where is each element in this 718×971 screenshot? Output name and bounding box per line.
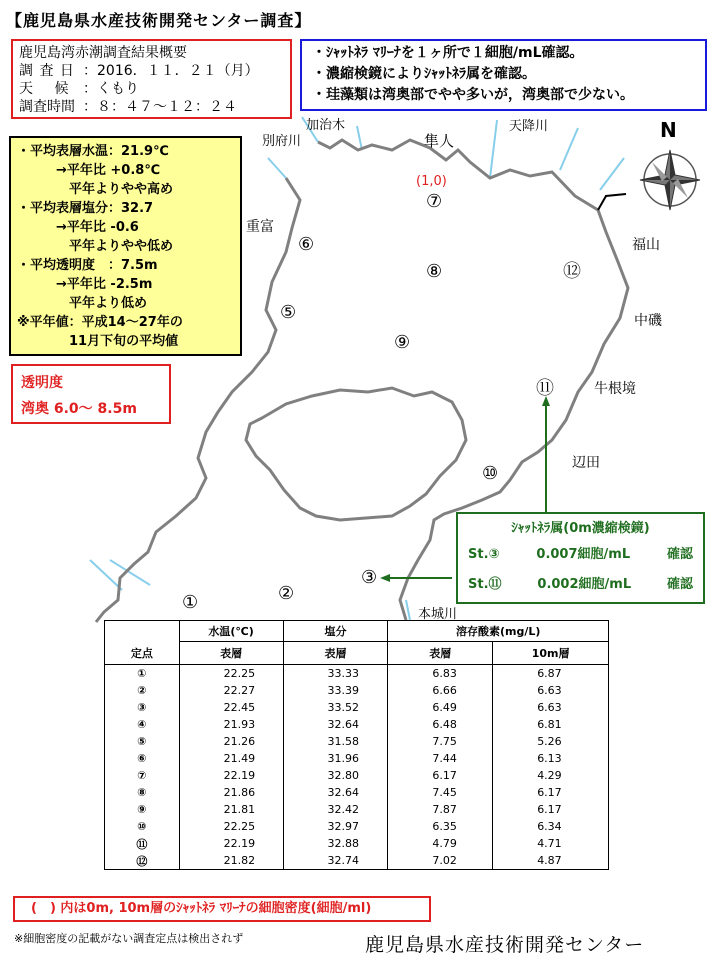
summary-row bbox=[19, 98, 284, 116]
transparency-label: 透明度 bbox=[21, 375, 63, 391]
value-cell: 7.45 bbox=[388, 784, 493, 801]
value-cell: 6.34 bbox=[493, 818, 609, 835]
value-cell: 33.39 bbox=[283, 682, 388, 699]
compass-icon bbox=[640, 150, 700, 210]
value-cell: 22.19 bbox=[179, 835, 283, 852]
stat-line: →平年比 -2.5m bbox=[17, 277, 153, 292]
summary-heading: 鹿児島湾赤潮調査結果概要 bbox=[19, 45, 187, 61]
chattonella-status: 確認 bbox=[666, 577, 693, 592]
value-cell: 21.81 bbox=[179, 801, 283, 818]
value-cell: 6.87 bbox=[493, 665, 609, 683]
value-cell: 32.64 bbox=[283, 716, 388, 733]
summary-value: ：８：４７～１２：２４ bbox=[83, 99, 237, 115]
table-row bbox=[105, 818, 609, 835]
summary-value: ：2016．１１．２１（月） bbox=[83, 63, 259, 79]
header-surface: 表層 bbox=[179, 642, 283, 665]
header-station: 定点 bbox=[105, 642, 180, 665]
value-cell: 21.49 bbox=[179, 750, 283, 767]
survey-summary bbox=[11, 39, 292, 119]
header-oxygen: 溶存酸素(mg/L) bbox=[388, 621, 609, 642]
value-cell: 32.74 bbox=[283, 852, 388, 870]
value-cell: 7.44 bbox=[388, 750, 493, 767]
table-row bbox=[105, 784, 609, 801]
stat-line: 平年より低め bbox=[17, 296, 148, 311]
average-stats bbox=[9, 136, 242, 356]
station-cell: ② bbox=[105, 682, 180, 699]
page-title: 【鹿児島県水産技術開発センター調査】 bbox=[6, 11, 312, 30]
table-row bbox=[105, 801, 609, 818]
station-1: ① bbox=[182, 592, 199, 613]
chattonella-status: 確認 bbox=[666, 547, 693, 562]
place-nakaiso: 中磯 bbox=[634, 313, 662, 329]
value-cell: 6.81 bbox=[493, 716, 609, 733]
value-cell: 4.87 bbox=[493, 852, 609, 870]
station-3: ③ bbox=[361, 567, 378, 588]
value-cell: 6.63 bbox=[493, 682, 609, 699]
chattonella-station: St.⑪ bbox=[468, 577, 502, 592]
station-12: ⑫ bbox=[563, 261, 581, 282]
place-fukuyama: 福山 bbox=[632, 237, 660, 253]
table-row bbox=[105, 852, 609, 870]
station-9: ⑨ bbox=[394, 332, 411, 353]
chattonella-station: St.③ bbox=[468, 547, 500, 562]
station-2: ② bbox=[278, 583, 295, 604]
stat-line: ・平均表層塩分：32.7 bbox=[17, 201, 154, 216]
station-11: ⑪ bbox=[536, 378, 554, 399]
header-temp: 水温(℃) bbox=[179, 621, 283, 642]
place-amorigawa: 天降川 bbox=[509, 119, 549, 134]
value-cell: 6.63 bbox=[493, 699, 609, 716]
stat-line: ・平均透明度 ：7.5m bbox=[17, 258, 158, 273]
observation-table bbox=[104, 620, 609, 870]
place-hayato: 隼人 bbox=[424, 132, 455, 150]
value-cell: 33.52 bbox=[283, 699, 388, 716]
value-cell: 7.75 bbox=[388, 733, 493, 750]
station-cell: ⑤ bbox=[105, 733, 180, 750]
place-kajiki: 加治木 bbox=[306, 118, 346, 133]
value-cell: 6.48 bbox=[388, 716, 493, 733]
value-cell: 21.26 bbox=[179, 733, 283, 750]
findings-notes bbox=[300, 39, 707, 111]
station-cell: ① bbox=[105, 665, 180, 683]
station-cell: ⑨ bbox=[105, 801, 180, 818]
table-row bbox=[105, 835, 609, 852]
stat-line: →平年比 +0.8℃ bbox=[17, 163, 161, 178]
value-cell: 6.35 bbox=[388, 818, 493, 835]
footnote: ※細胞密度の記載がない調査定点は検出されず bbox=[14, 932, 244, 945]
value-cell: 7.02 bbox=[388, 852, 493, 870]
value-cell: 32.64 bbox=[283, 784, 388, 801]
value-cell: 4.71 bbox=[493, 835, 609, 852]
table-row bbox=[105, 682, 609, 699]
transparency-box bbox=[11, 364, 171, 424]
summary-key: 調査時間 bbox=[19, 99, 75, 115]
station-cell: ③ bbox=[105, 699, 180, 716]
table-row bbox=[105, 699, 609, 716]
value-cell: 22.25 bbox=[179, 665, 283, 683]
stat-line: →平年比 -0.6 bbox=[17, 220, 139, 235]
station-10: ⑩ bbox=[482, 463, 499, 484]
station-6: ⑥ bbox=[298, 234, 315, 255]
station-8: ⑧ bbox=[426, 261, 443, 282]
stat-line: 平年よりやや低め bbox=[17, 239, 174, 254]
organization-name: 鹿児島県水産技術開発センター bbox=[365, 934, 645, 956]
chattonella-value: 0.007細胞/mL bbox=[536, 547, 631, 562]
value-cell: 32.97 bbox=[283, 818, 388, 835]
table-row bbox=[105, 665, 609, 683]
chattonella-value: 0.002細胞/mL bbox=[537, 577, 632, 592]
value-cell: 22.27 bbox=[179, 682, 283, 699]
place-shigetomi: 重富 bbox=[246, 219, 274, 235]
header-salinity: 塩分 bbox=[283, 621, 388, 642]
stat-line: ・平均表層水温：21.9℃ bbox=[17, 144, 169, 159]
summary-key: 調 査 日 bbox=[19, 63, 75, 79]
station-7: ⑦ bbox=[426, 191, 443, 212]
value-cell: 4.79 bbox=[388, 835, 493, 852]
station-cell: ④ bbox=[105, 716, 180, 733]
chattonella-heading: ｼｬｯﾄﾈﾗ属(0m濃縮検鏡) bbox=[511, 521, 650, 536]
station-cell: ⑧ bbox=[105, 784, 180, 801]
note-line: ・珪藻類は湾奥部でやや多いが，湾奥部で少ない。 bbox=[312, 87, 634, 103]
station-cell: ⑫ bbox=[105, 852, 180, 870]
summary-value: ：くもり bbox=[83, 81, 139, 97]
station-cell: ⑦ bbox=[105, 767, 180, 784]
stat-line: ※平年値：平成14～27年の bbox=[17, 315, 183, 330]
chattonella-box bbox=[456, 512, 705, 604]
value-cell: 22.45 bbox=[179, 699, 283, 716]
transparency-value: 湾奥 6.0～ 8.5m bbox=[21, 401, 137, 417]
place-befugawa: 別府川 bbox=[262, 134, 302, 149]
compass-north-label: N bbox=[660, 118, 677, 142]
station-7-density: (1,0) bbox=[416, 174, 447, 189]
chattonella-row bbox=[468, 540, 693, 570]
station-5: ⑤ bbox=[280, 302, 297, 323]
value-cell: 21.82 bbox=[179, 852, 283, 870]
station-cell: ⑥ bbox=[105, 750, 180, 767]
note-line: ・濃縮検鏡によりｼｬｯﾄﾈﾗ属を確認。 bbox=[312, 66, 536, 82]
value-cell: 32.88 bbox=[283, 835, 388, 852]
value-cell: 32.80 bbox=[283, 767, 388, 784]
place-ushinesakai: 牛根境 bbox=[594, 381, 636, 397]
station-cell: ⑩ bbox=[105, 818, 180, 835]
value-cell: 6.83 bbox=[388, 665, 493, 683]
summary-key: 天 候 bbox=[19, 81, 70, 97]
value-cell: 7.87 bbox=[388, 801, 493, 818]
value-cell: 6.17 bbox=[388, 767, 493, 784]
value-cell: 6.17 bbox=[493, 784, 609, 801]
value-cell: 6.49 bbox=[388, 699, 493, 716]
place-heta: 辺田 bbox=[572, 455, 600, 471]
table-row bbox=[105, 750, 609, 767]
note-line: ・ｼｬｯﾄﾈﾗ ﾏﾘｰﾅを１ヶ所で１細胞/mL確認。 bbox=[312, 45, 584, 61]
header-10m: 10m層 bbox=[493, 642, 609, 665]
value-cell: 32.42 bbox=[283, 801, 388, 818]
table-corner bbox=[105, 621, 180, 642]
value-cell: 31.58 bbox=[283, 733, 388, 750]
value-cell: 33.33 bbox=[283, 665, 388, 683]
island bbox=[246, 388, 466, 520]
header-surface: 表層 bbox=[388, 642, 493, 665]
header-surface: 表層 bbox=[283, 642, 388, 665]
value-cell: 6.17 bbox=[493, 801, 609, 818]
table-body bbox=[105, 665, 609, 870]
table-row bbox=[105, 716, 609, 733]
table-row bbox=[105, 767, 609, 784]
value-cell: 6.13 bbox=[493, 750, 609, 767]
value-cell: 22.19 bbox=[179, 767, 283, 784]
value-cell: 21.86 bbox=[179, 784, 283, 801]
chattonella-row bbox=[468, 570, 693, 600]
stat-line: 平年よりやや高め bbox=[17, 182, 174, 197]
table-row bbox=[105, 733, 609, 750]
value-cell: 5.26 bbox=[493, 733, 609, 750]
value-cell: 22.25 bbox=[179, 818, 283, 835]
legend-note: ( ) 内は0m, 10m層のｼｬｯﾄﾈﾗ ﾏﾘｰﾅの細胞密度(細胞/ml) bbox=[13, 896, 431, 922]
value-cell: 4.29 bbox=[493, 767, 609, 784]
value-cell: 21.93 bbox=[179, 716, 283, 733]
place-honjogawa: 本城川 bbox=[418, 607, 458, 622]
station-cell: ⑪ bbox=[105, 835, 180, 852]
value-cell: 6.66 bbox=[388, 682, 493, 699]
summary-row bbox=[19, 80, 284, 98]
summary-row bbox=[19, 62, 284, 80]
stat-line: 11月下旬の平均値 bbox=[17, 334, 179, 349]
value-cell: 31.96 bbox=[283, 750, 388, 767]
